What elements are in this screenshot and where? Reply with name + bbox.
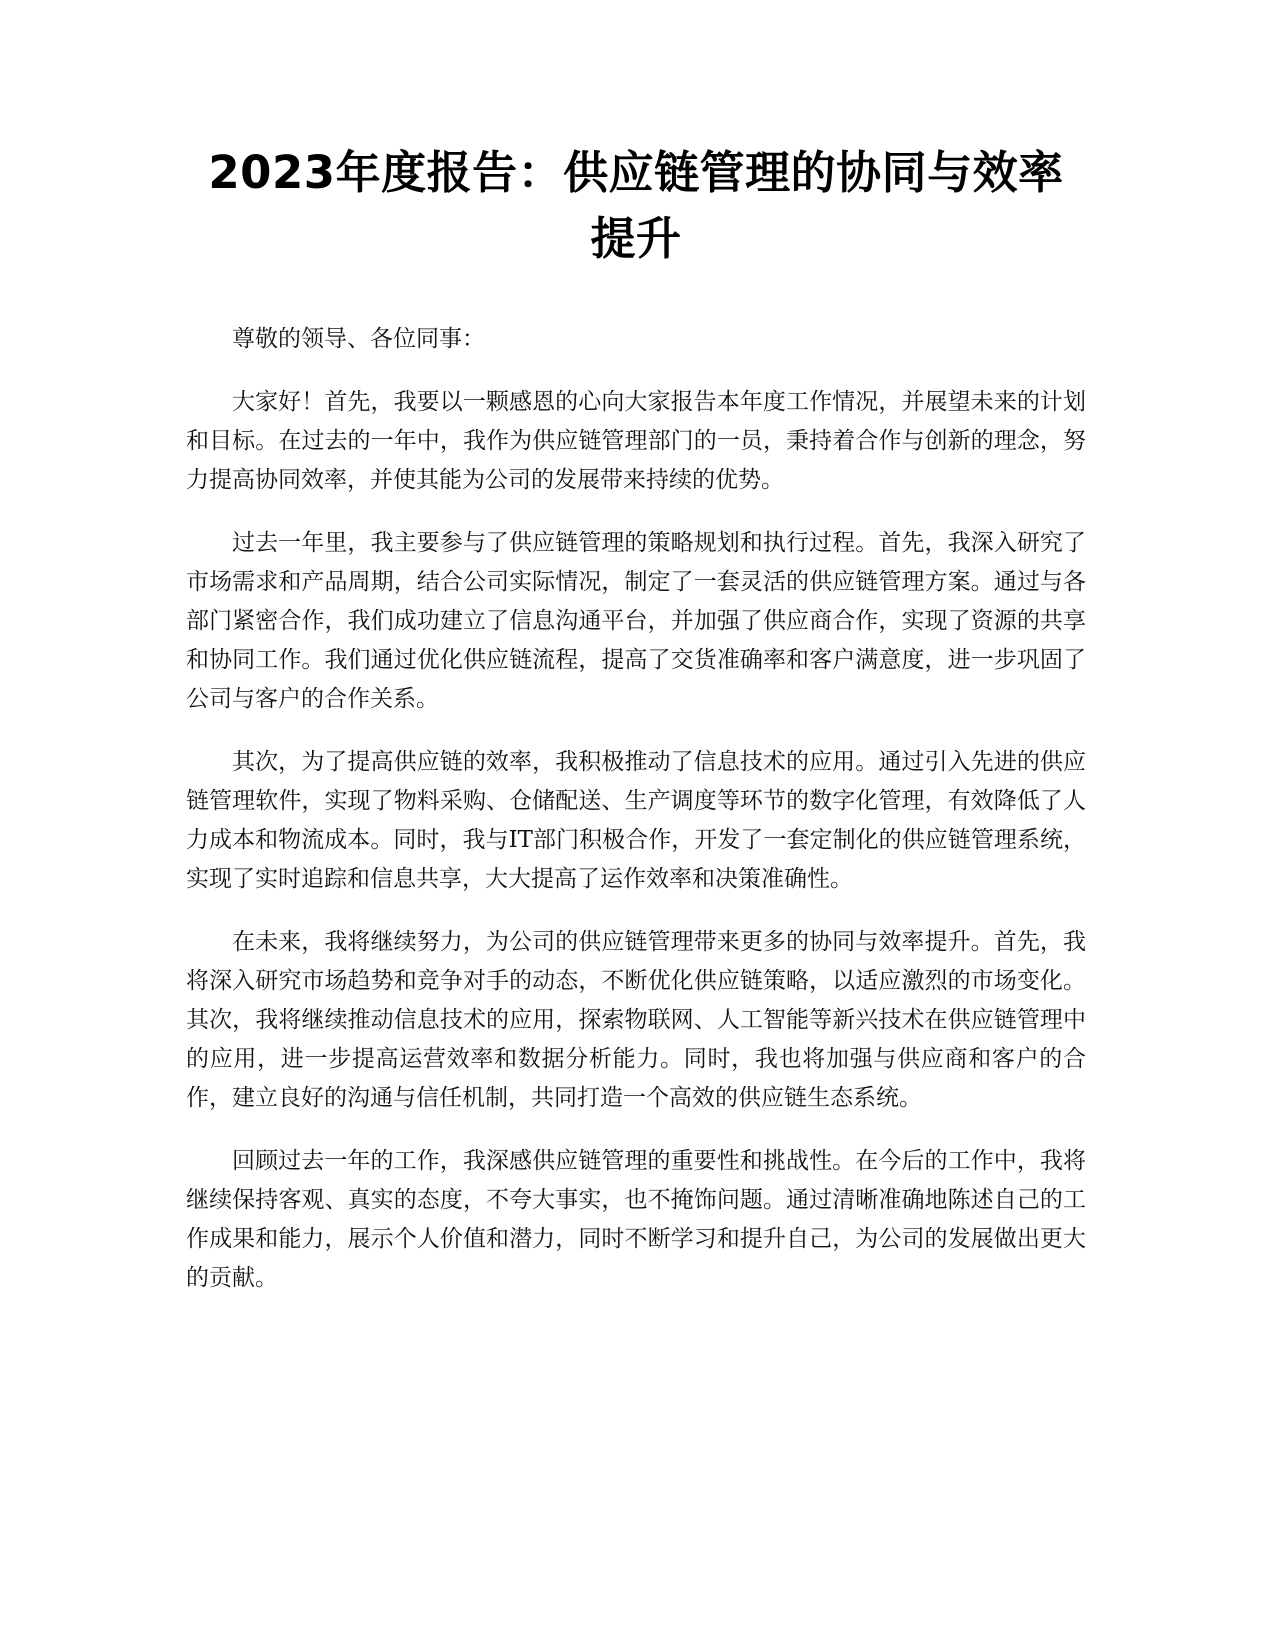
document-body — [186, 320, 1086, 1322]
paragraph: 在未来，我将继续努力，为公司的供应链管理带来更多的协同与效率提升。首先，我将深入研究市场趋势和竞争对手的动态，不断优化供应链策略，以适应激烈的市场变化。其次，我将继续推动信息技术的应用，探索物联网、人工智能等新兴技术在供应链管理中的应用，进一步提高运营效率和数据分析能力。同时，我也将加强与供应商和客户的合作，建立良好的沟通与信任机制，共同打造一个高效的供应链生态系统。 — [186, 929, 1086, 1111]
paragraph: 回顾过去一年的工作，我深感供应链管理的重要性和挑战性。在今后的工作中，我将继续保持客观、真实的态度，不夸大事实，也不掩饰问题。通过清晰准确地陈述自己的工作成果和能力，展示个人价值和潜力，同时不断学习和提升自己，为公司的发展做出更大的贡献。 — [186, 1148, 1086, 1291]
paragraph: 过去一年里，我主要参与了供应链管理的策略规划和执行过程。首先，我深入研究了市场需求和产品周期，结合公司实际情况，制定了一套灵活的供应链管理方案。通过与各部门紧密合作，我们成功建立了信息沟通平台，并加强了供应商合作，实现了资源的共享和协同工作。我们通过优化供应链流程，提高了交货准确率和客户满意度，进一步巩固了公司与客户的合作关系。 — [186, 530, 1086, 712]
document-title: 2023年度报告：供应链管理的协同与效率提升 — [208, 146, 1064, 265]
paragraph: 其次，为了提高供应链的效率，我积极推动了信息技术的应用。通过引入先进的供应链管理软件，实现了物料采购、仓储配送、生产调度等环节的数字化管理，有效降低了人力成本和物流成本。同时，我与IT部门积极合作，开发了一套定制化的供应链管理系统，实现了实时追踪和信息共享，大大提高了运作效率和决策准确性。 — [186, 749, 1086, 892]
salutation: 尊敬的领导、各位同事： — [232, 326, 485, 352]
paragraph: 大家好！首先，我要以一颗感恩的心向大家报告本年度工作情况，并展望未来的计划和目标。在过去的一年中，我作为供应链管理部门的一员，秉持着合作与创新的理念，努力提高协同效率，并使其能为公司的发展带来持续的优势。 — [186, 389, 1086, 493]
